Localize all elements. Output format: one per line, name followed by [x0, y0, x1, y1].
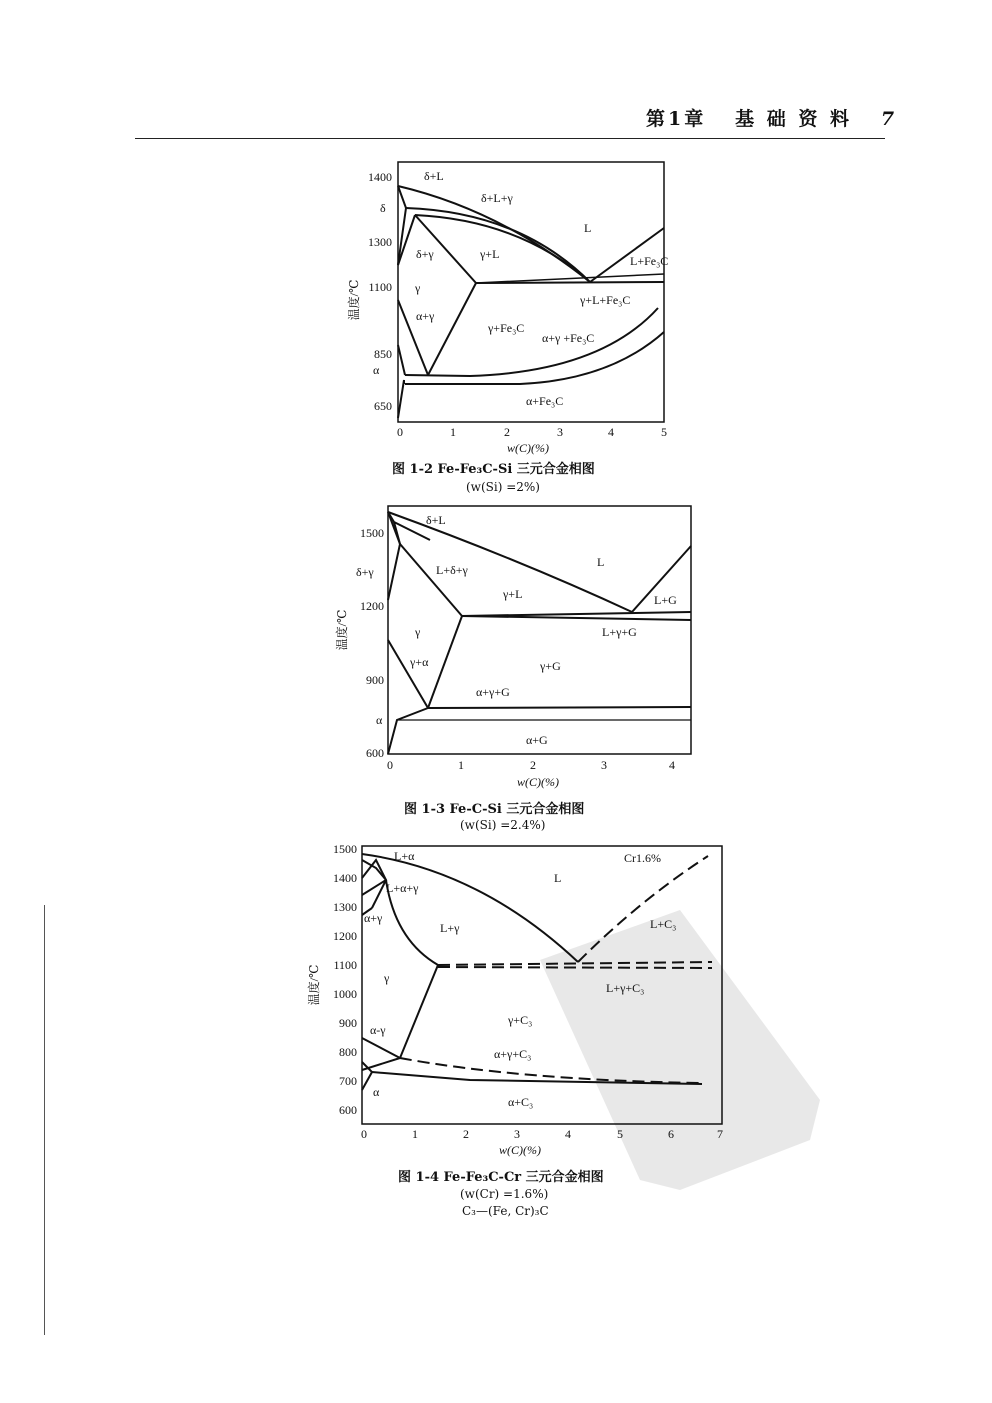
fig1-3-ytick: 600: [366, 746, 384, 760]
fig1-2-xtick: 4: [608, 425, 614, 439]
fig1-2-region: δ+γ: [416, 247, 434, 261]
fig1-2-xtick: 0: [397, 425, 403, 439]
fig1-3-region: δ+L: [426, 513, 446, 527]
fig1-4-ytick: 1200: [333, 929, 357, 943]
chapter-title: 基 础 资 料: [735, 108, 852, 130]
fig1-3-subcaption: (w(Si) =2.4%): [460, 818, 546, 832]
fig1-3-ytick: 1200: [360, 599, 384, 613]
fig1-2-region: L+Fe₃C: [630, 254, 669, 268]
fig1-4-region: L+C₃: [650, 917, 677, 931]
fig1-2-ylabel: 温度/℃: [347, 279, 361, 321]
fig1-4-ytick: 1100: [333, 958, 357, 972]
fig1-3-ytick: 1500: [360, 526, 384, 540]
fig1-4-xtick: 7: [717, 1127, 723, 1141]
fig1-2-xtick: 2: [504, 425, 510, 439]
fig1-2-region: γ: [415, 281, 421, 295]
fig1-2-region: L: [584, 221, 592, 235]
fig1-4-xtick: 3: [514, 1127, 520, 1141]
fig1-3-xtick: 2: [530, 758, 536, 772]
fig1-4-region: Cr1.6%: [624, 851, 661, 865]
chapter-label: 第1章: [646, 108, 707, 130]
fig1-3-region: α+G: [526, 733, 548, 747]
fig1-2-ytick: 1300: [368, 235, 392, 249]
fig1-3-xtick: 3: [601, 758, 607, 772]
fig1-4-ylabel: 温度/℃: [307, 964, 321, 1006]
fig1-4-region: α+C₃: [508, 1095, 534, 1109]
fig1-2-region: α: [373, 363, 380, 377]
fig1-4-xtick: 0: [361, 1127, 367, 1141]
fig1-4-xtick: 6: [668, 1127, 674, 1141]
fig1-4-region: L: [554, 871, 562, 885]
fig1-2-region: δ: [380, 201, 386, 215]
fig1-3-region: γ+α: [410, 655, 429, 669]
fig1-3-region: α+γ+G: [476, 685, 510, 699]
fig1-4-ytick: 1500: [333, 842, 357, 856]
fig1-2-region: α+Fe₃C: [526, 394, 564, 408]
fig1-3-region: L+δ+γ: [436, 563, 468, 577]
fig1-4-ytick: 900: [339, 1016, 357, 1030]
fig1-2-region: γ+L: [480, 247, 500, 261]
fig1-4-subcaption-2: C₃—(Fe, Cr)₃C: [462, 1204, 549, 1218]
fig1-4-region: α-γ: [370, 1023, 386, 1037]
fig1-4-ytick: 1400: [333, 871, 357, 885]
page-number: 7: [880, 108, 898, 130]
fig1-3-caption: 图 1-3 Fe-C-Si 三元合金相图: [404, 802, 585, 817]
fig1-4-xlabel: w(C)(%): [499, 1143, 541, 1157]
fig1-2-ytick: 1100: [368, 280, 392, 294]
fig1-3-ytick: 900: [366, 673, 384, 687]
fig1-2-region: α+γ: [416, 309, 435, 323]
fig1-2-caption: 图 1-2 Fe-Fe₃C-Si 三元合金相图: [392, 462, 595, 477]
fig1-3-region: γ: [415, 625, 421, 639]
fig1-4-region: L+α+γ: [386, 881, 419, 895]
fig1-4-xtick: 5: [617, 1127, 623, 1141]
fig1-4-xtick: 2: [463, 1127, 469, 1141]
fig1-4-ytick: 700: [339, 1074, 357, 1088]
fig1-3-xtick: 0: [387, 758, 393, 772]
fig1-3-region: γ+L: [503, 587, 523, 601]
fig1-4-region: L+α: [394, 849, 415, 863]
fig1-3-region: L+G: [654, 593, 677, 607]
fig1-4-ytick: 1000: [333, 987, 357, 1001]
fig1-2-region: γ+Fe₃C: [488, 321, 525, 335]
fig1-4-region: α: [373, 1085, 380, 1099]
fig1-4-subcaption: (w(Cr) =1.6%): [460, 1187, 549, 1201]
fig1-4-region: α+γ+C₃: [494, 1047, 532, 1061]
fig1-4-region: L+γ+C₃: [606, 981, 645, 995]
fig1-4-ytick: 1300: [333, 900, 357, 914]
fig1-2-region: δ+L: [424, 169, 444, 183]
fig1-2-ytick: 650: [374, 399, 392, 413]
fig1-2-ytick: 1400: [368, 170, 392, 184]
fig1-4-region: α+γ: [364, 911, 383, 925]
fig1-4-xtick: 1: [412, 1127, 418, 1141]
fig1-4-dashed-lines: [400, 856, 712, 1083]
fig1-3-region: L+γ+G: [602, 625, 637, 639]
fig1-2-xtick: 5: [661, 425, 667, 439]
fig1-4-xtick-labels: [361, 1127, 723, 1141]
fig1-4-region: γ+C₃: [508, 1013, 533, 1027]
fig1-2-region: α+γ +Fe₃C: [542, 331, 595, 345]
fig1-3-xtick: 4: [669, 758, 675, 772]
fig1-2-region: γ+L+Fe₃C: [580, 293, 631, 307]
fig1-4-xtick: 4: [565, 1127, 571, 1141]
fig1-2-ytick: 850: [374, 347, 392, 361]
fig1-3-ylabel: 温度/℃: [335, 609, 349, 651]
fig1-4-region: γ: [384, 971, 390, 985]
fig1-2-region: δ+L+γ: [481, 191, 513, 205]
fig1-3-xtick: 1: [458, 758, 464, 772]
fig1-3-region: L: [597, 555, 605, 569]
fig1-2-xlabel: w(C)(%): [507, 441, 549, 455]
fig1-2-xtick: 3: [557, 425, 563, 439]
fig1-4-ytick: 600: [339, 1103, 357, 1117]
fig1-4-region: L+γ: [440, 921, 460, 935]
fig1-4-ytick: 800: [339, 1045, 357, 1059]
fig1-2-subcaption: (w(Si) =2%): [466, 480, 540, 494]
fig1-3-xlabel: w(C)(%): [517, 775, 559, 789]
fig1-4-region-labels: [364, 849, 676, 1109]
fig1-3-region: γ+G: [540, 659, 561, 673]
fig1-3-region: δ+γ: [356, 565, 374, 579]
fig1-2-xtick: 1: [450, 425, 456, 439]
fig1-3-region: α: [376, 713, 383, 727]
fig1-4-ytick-labels: [333, 842, 357, 1117]
fig1-4-caption: 图 1-4 Fe-Fe₃C-Cr 三元合金相图: [398, 1170, 604, 1185]
